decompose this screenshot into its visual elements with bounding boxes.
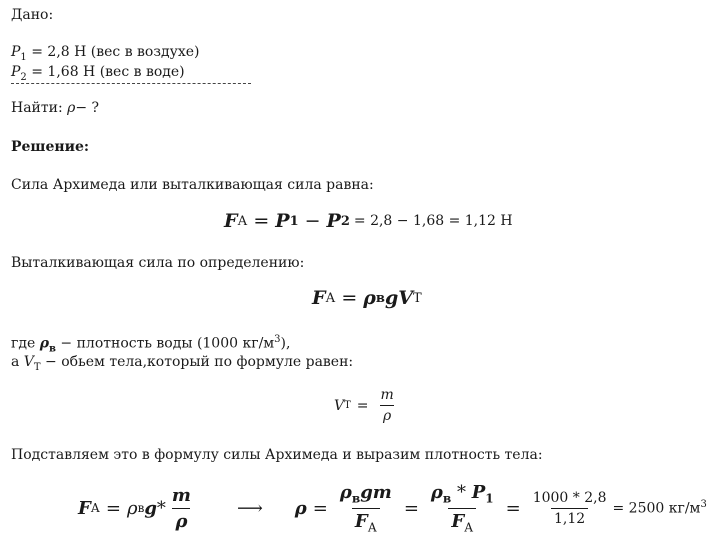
formula-buoyancy-definition: F А = ρ в g V Т — [312, 287, 422, 309]
implies-arrow: ⟶ — [236, 497, 263, 519]
solution-heading: Решение: — [11, 139, 90, 155]
definition-text: Выталкивающая сила по определению: — [11, 255, 305, 271]
where-body-volume: а $V_Т$ − обьем тела,который по формуле равен: — [11, 354, 354, 373]
given-p1: $P_1 = 2,8$ Н (вес в воздухе) — [11, 44, 200, 63]
density-result: = 2500 $кг/м^3$ — [612, 499, 707, 517]
find-line: Найти: ρ− ? — [11, 100, 100, 116]
separator-line — [11, 83, 251, 84]
archimedes-text: Сила Архимеда или выталкивающая сила равна: — [11, 177, 374, 193]
given-p2: $P_2 = 1,68$ Н (вес в воде) — [11, 64, 185, 83]
formula-volume: V Т = $\frac{m}{\rho}$ — [334, 387, 400, 424]
formula-density-derivation: F А = ρ в g * $\frac{m}{\rho}$ ⟶ ρ = $\frac{\rho_вgm}{F_А}$ = $\frac{\rho_в * P_1}{F_А}$ = $\frac{1000 * 2,8}{1,12}$ = 2500 $кг/м^3$ — [78, 482, 707, 534]
substitution-text: Подставляем это в формулу силы Архимеда и выразим плотность тела: — [11, 447, 543, 463]
fraction-density-2: $\frac{\rho_в * P_1}{F_А}$ — [430, 482, 494, 534]
given-heading: Дано: — [11, 7, 54, 23]
fraction-density-1: $\frac{\rho_вgm}{F_А}$ — [339, 482, 392, 534]
where-water-density: где $\rho_в$ − плотность воды (1000 $кг/м^3$), — [11, 334, 291, 355]
fraction-m-over-rho: $\frac{m}{\rho}$ — [171, 484, 191, 532]
formula-archimedes-force: F А = P 1 − P 2 = 2,8 − 1,68 = 1,12 Н — [224, 210, 513, 232]
volume-fraction: $\frac{m}{\rho}$ — [380, 387, 394, 424]
fraction-numeric: $\frac{1000 * 2,8}{1,12}$ — [532, 489, 607, 527]
